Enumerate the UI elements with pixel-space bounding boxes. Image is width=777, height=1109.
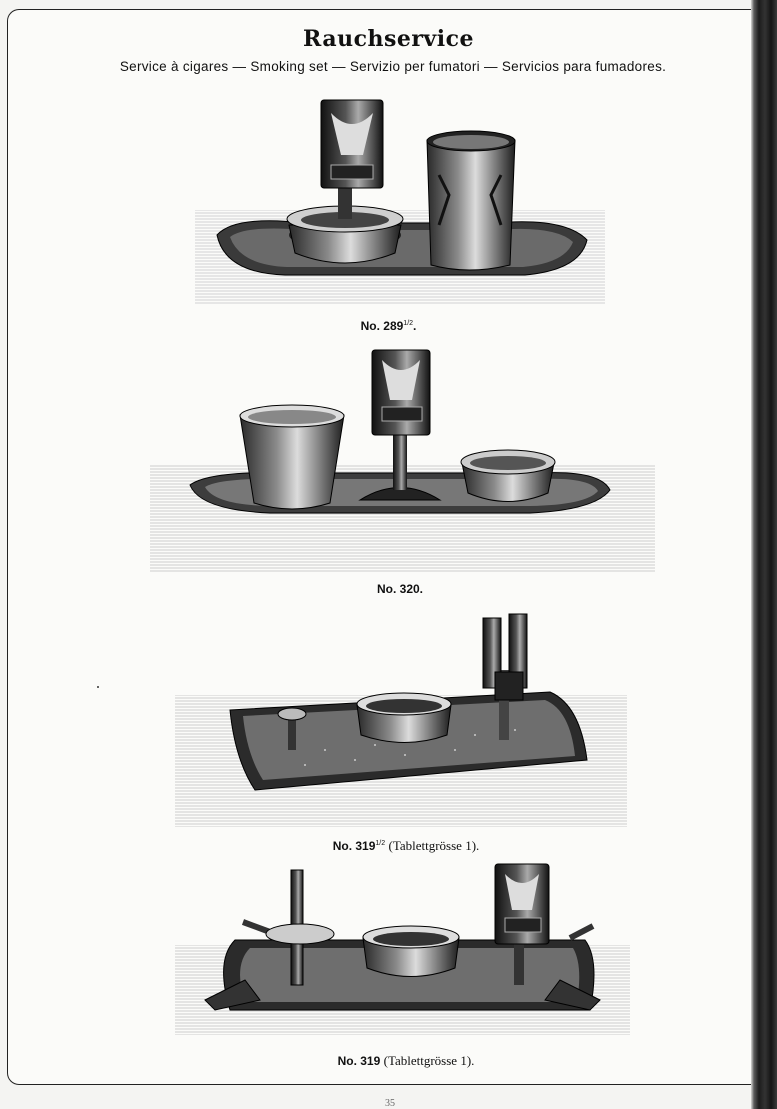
illustration-smoking-set-289 [195, 95, 605, 315]
caption-320 [0, 582, 777, 596]
page-number: 35 [385, 1098, 395, 1109]
caption-289 [0, 319, 777, 333]
caption-fraction: 1/2 [403, 320, 414, 327]
page-subtitle: Service à cigares — Smoking set — Servizio per fumatori — Servicios para fumadores. [119, 59, 667, 74]
page-title: Rauchservice [303, 26, 474, 52]
caption-number: No. 319 [337, 1054, 381, 1068]
caption-319-half [0, 838, 777, 854]
caption-suffix: . [419, 582, 424, 596]
illustration-smoking-set-319 [175, 860, 630, 1040]
illustration-smoking-set-319-half [175, 610, 627, 832]
print-speck [97, 686, 99, 688]
book-spine [751, 0, 777, 1109]
caption-number: No. 320 [376, 582, 420, 596]
caption-number: No. 319 [332, 839, 376, 853]
caption-fraction: 1/2 [375, 840, 386, 847]
caption-suffix: . [413, 319, 417, 333]
caption-size-note: (Tablettgrösse 1). [383, 1053, 475, 1068]
caption-319 [0, 1053, 777, 1069]
caption-number: No. 289 [360, 319, 404, 333]
caption-size-note: (Tablettgrösse 1). [388, 838, 480, 853]
illustration-smoking-set-320 [150, 345, 655, 580]
